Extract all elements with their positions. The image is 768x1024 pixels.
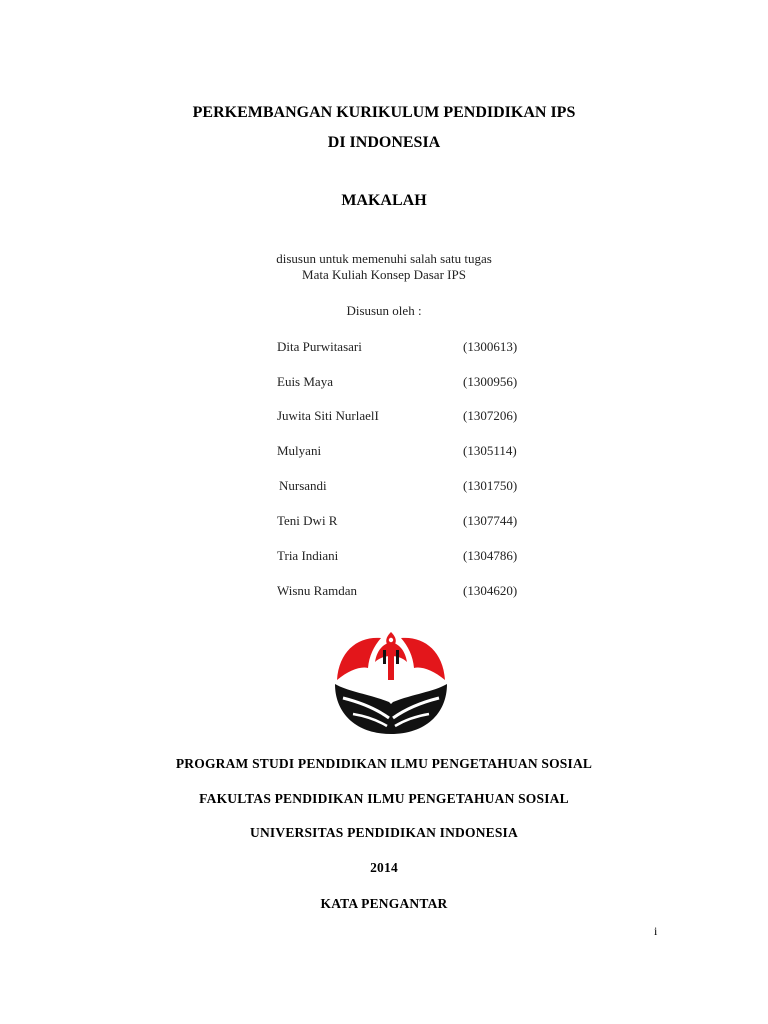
next-section-heading: KATA PENGANTAR	[320, 896, 448, 911]
faculty-name: FAKULTAS PENDIDIKAN ILMU PENGETAHUAN SOSIAL	[199, 791, 569, 806]
member-name: Juwita Siti NurlaelI	[277, 408, 379, 423]
member-name: Dita Purwitasari	[277, 339, 362, 354]
member-name: Mulyani	[277, 443, 322, 458]
page-number: i	[654, 924, 658, 938]
program-name: PROGRAM STUDI PENDIDIKAN ILMU PENGETAHUAN SOSIAL	[175, 756, 593, 771]
university-logo-icon	[331, 628, 451, 738]
member-name: Nursandi	[279, 478, 327, 493]
title-line-2: DI INDONESIA	[327, 134, 441, 151]
document-type: MAKALAH	[341, 192, 427, 209]
purpose-line-2: Mata Kuliah Konsep Dasar IPS	[302, 267, 466, 282]
university-name: UNIVERSITAS PENDIDIKAN INDONESIA	[250, 825, 518, 840]
title-line-1: PERKEMBANGAN KURIKULUM PENDIDIKAN IPS	[192, 104, 576, 121]
member-name: Euis Maya	[277, 374, 333, 389]
member-name: Teni Dwi R	[277, 513, 338, 528]
member-name: Tria Indiani	[277, 548, 339, 563]
member-nim: (1307744)	[463, 513, 518, 528]
member-nim: (1305114)	[463, 443, 517, 458]
authored-by-label: Disusun oleh :	[346, 303, 422, 318]
member-name: Wisnu Ramdan	[277, 583, 357, 598]
purpose-line-1: disusun untuk memenuhi salah satu tugas	[276, 251, 492, 266]
member-nim: (1300956)	[463, 374, 518, 389]
year: 2014	[370, 860, 398, 875]
member-nim: (1301750)	[463, 478, 518, 493]
member-nim: (1300613)	[463, 339, 518, 354]
member-nim: (1304786)	[463, 548, 518, 563]
member-nim: (1307206)	[463, 408, 518, 423]
member-nim: (1304620)	[463, 583, 518, 598]
